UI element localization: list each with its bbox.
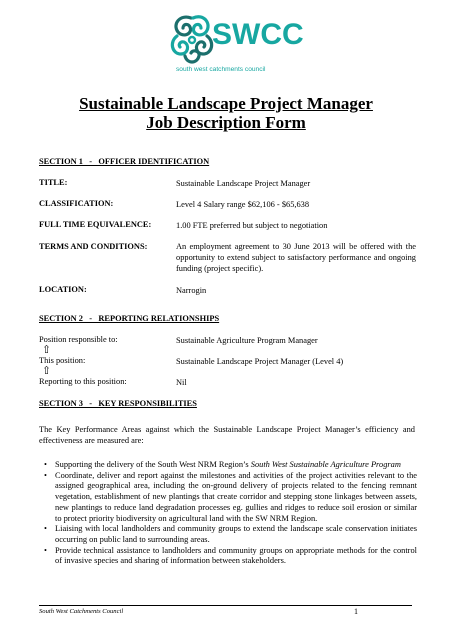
reporting-value: Nil (176, 378, 187, 387)
bullet-icon: • (44, 545, 47, 555)
location-value: Narrogin (176, 286, 207, 295)
program-name: South West Sustainable Agriculture Program (250, 460, 401, 469)
responsibilities-list (39, 460, 417, 567)
list-item (39, 471, 417, 525)
responsible-to-label: Position responsible to: (39, 335, 118, 344)
fte-value: 1.00 FTE preferred but subject to negotiation (176, 221, 328, 230)
classification-label: CLASSIFICATION: (39, 199, 114, 208)
section3-intro: The Key Performance Areas against which the Sustainable Landscape Project Manager’s efficiency and effectiveness are measured are: (39, 425, 415, 445)
up-arrow-icon: ⇧ (42, 365, 52, 377)
page-number: 1 (354, 607, 358, 616)
logo-wordmark: SWCC (212, 18, 304, 51)
this-position-label: This position: (39, 356, 86, 365)
list-item-text: Provide technical assistance to landholders and community groups on appropriate methods for the control of invasive species and sharing of information between stakeholders. (55, 545, 417, 566)
footer-organisation: South West Catchments Council (39, 608, 124, 615)
document-subtitle: Job Description Form (146, 113, 306, 132)
up-arrow-icon: ⇧ (42, 344, 52, 356)
bullet-icon: • (44, 524, 47, 534)
title-value: Sustainable Landscape Project Manager (176, 179, 311, 188)
section1-heading: SECTION 1 - OFFICER IDENTIFICATION (39, 157, 210, 166)
list-item-text: Liaising with local landholders and community groups to extend the landscape scale conservation initiates occurring on public land to surrounding areas. (55, 524, 417, 544)
swirl-logo-icon (166, 10, 216, 66)
title-label: TITLE: (39, 178, 68, 187)
responsible-to-value: Sustainable Agriculture Program Manager (176, 336, 318, 345)
classification-value: Level 4 Salary range $62,106 - $65,638 (176, 200, 310, 209)
fte-label: FULL TIME EQUIVALENCE: (39, 220, 152, 229)
document-title: Sustainable Landscape Project Manager (79, 94, 373, 113)
list-item (39, 524, 417, 545)
list-item (39, 460, 417, 471)
bullet-icon: • (44, 460, 47, 469)
section3-heading: SECTION 3 - KEY RESPONSIBILITIES (39, 399, 197, 408)
list-item (39, 546, 417, 567)
terms-label: TERMS AND CONDITIONS: (39, 242, 148, 251)
terms-value: An employment agreement to 30 June 2013 will be offered with the opportunity to extend subject to satisfactory performance and ongoing funding (project specific). (176, 242, 416, 273)
this-position-value: Sustainable Landscape Project Manager (Level 4) (176, 357, 344, 366)
section2-heading: SECTION 2 - REPORTING RELATIONSHIPS (39, 314, 220, 323)
list-item-text: Supporting the delivery of the South West NRM Region’s (55, 460, 251, 469)
footer-divider (39, 605, 412, 606)
logo-subtitle: south west catchments council (176, 66, 266, 73)
bullet-icon: • (44, 470, 47, 480)
location-label: LOCATION: (39, 285, 87, 294)
list-item-text: Coordinate, deliver and report against the milestones and activities of the project activities relevant to the assigned geographical area, including the on-ground delivery of projects related to the fencing remnant vegetation, establishment of new plantings that create corridor and stepping stone linkages between assets, new plantings to reduce land degradation processes eg. gullies and ridges to reduce soil erosion or similar to protect priority biodiversity on agricultural land with the SW NRM Region. (55, 470, 417, 523)
reporting-label: Reporting to this position: (39, 377, 127, 386)
